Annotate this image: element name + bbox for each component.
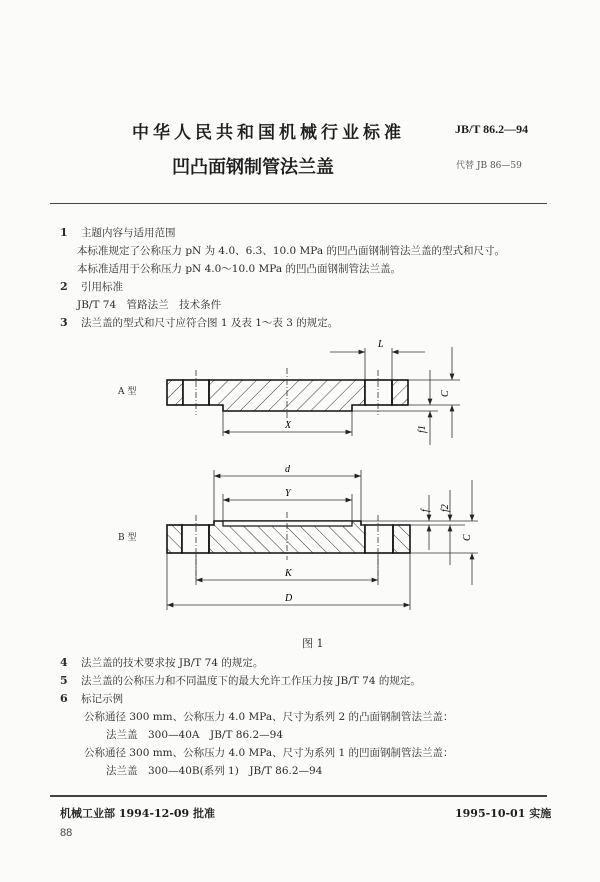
section-number: 6 xyxy=(60,692,68,705)
replaces-note: 代替 JB 86—59 xyxy=(456,161,522,171)
dim-f2: f2 xyxy=(440,504,451,512)
section-1-line-2: 本标准适用于公称压力 pN 4.0～10.0 MPa 的凹凸面钢制管法兰盖。 xyxy=(77,263,401,275)
effective-date: 1995-10-01 实施 xyxy=(455,807,552,820)
footer-rule xyxy=(50,795,547,797)
example-1-desc: 公称通径 300 mm、公称压力 4.0 MPa、尺寸为系列 2 的凸面钢制管法兰盖： xyxy=(84,711,454,723)
example-2-mark: 法兰盖 300—40B(系列 1) JB/T 86.2—94 xyxy=(106,765,323,777)
section-number: 4 xyxy=(60,656,68,669)
dim-L: L xyxy=(378,339,384,350)
figure-caption: 图 1 xyxy=(302,637,324,650)
dim-C-b: C xyxy=(462,534,473,541)
org-title: 中华人民共和国机械行业标准 xyxy=(132,123,405,143)
section-number: 1 xyxy=(60,226,68,239)
dim-d: d xyxy=(285,464,290,475)
section-1-line-1: 本标准规定了公称压力 pN 为 4.0、6.3、10.0 MPa 的凹凸面钢制管法兰盖的型式和尺寸。 xyxy=(77,245,505,257)
approval-date: 机械工业部 1994-12-09 批准 xyxy=(60,807,216,820)
section-2-line-1: JB/T 74 管路法兰 技术条件 xyxy=(77,299,222,311)
example-1-mark: 法兰盖 300—40A JB/T 86.2—94 xyxy=(106,729,284,741)
section-heading: 引用标准 xyxy=(81,281,123,293)
section-text: 标记示例 xyxy=(81,693,123,705)
section-number: 2 xyxy=(60,280,68,293)
section-6 xyxy=(60,691,123,706)
doc-title: 凹凸面钢制管法兰盖 xyxy=(172,157,334,178)
dim-C-a: C xyxy=(440,390,451,397)
type-b-flange xyxy=(167,521,410,553)
section-text: 法兰盖的公称压力和不同温度下的最大允许工作压力按 JB/T 74 的规定。 xyxy=(81,675,421,687)
section-text: 法兰盖的技术要求按 JB/T 74 的规定。 xyxy=(81,657,264,669)
dim-f1: f1 xyxy=(417,425,428,433)
type-b-label: B 型 xyxy=(118,533,137,543)
section-4 xyxy=(60,655,263,670)
section-number: 5 xyxy=(60,674,68,687)
section-heading: 主题内容与适用范围 xyxy=(81,227,176,239)
type-a-label: A 型 xyxy=(118,387,137,397)
page-number: 88 xyxy=(60,827,73,839)
dim-Y: Y xyxy=(285,488,291,499)
example-2-desc: 公称通径 300 mm、公称压力 4.0 MPa、尺寸为系列 1 的凹面钢制管法兰盖： xyxy=(84,747,454,759)
section-heading: 法兰盖的型式和尺寸应符合图 1 及表 1～表 3 的规定。 xyxy=(81,317,339,329)
section-5 xyxy=(60,673,421,688)
dim-D: D xyxy=(285,593,293,604)
section-number: 3 xyxy=(60,316,68,329)
type-a-flange xyxy=(167,380,408,411)
dim-K: K xyxy=(285,568,292,579)
dim-X: X xyxy=(285,420,292,431)
standard-code: JB/T 86.2—94 xyxy=(455,122,529,136)
dim-f: f xyxy=(420,509,431,512)
